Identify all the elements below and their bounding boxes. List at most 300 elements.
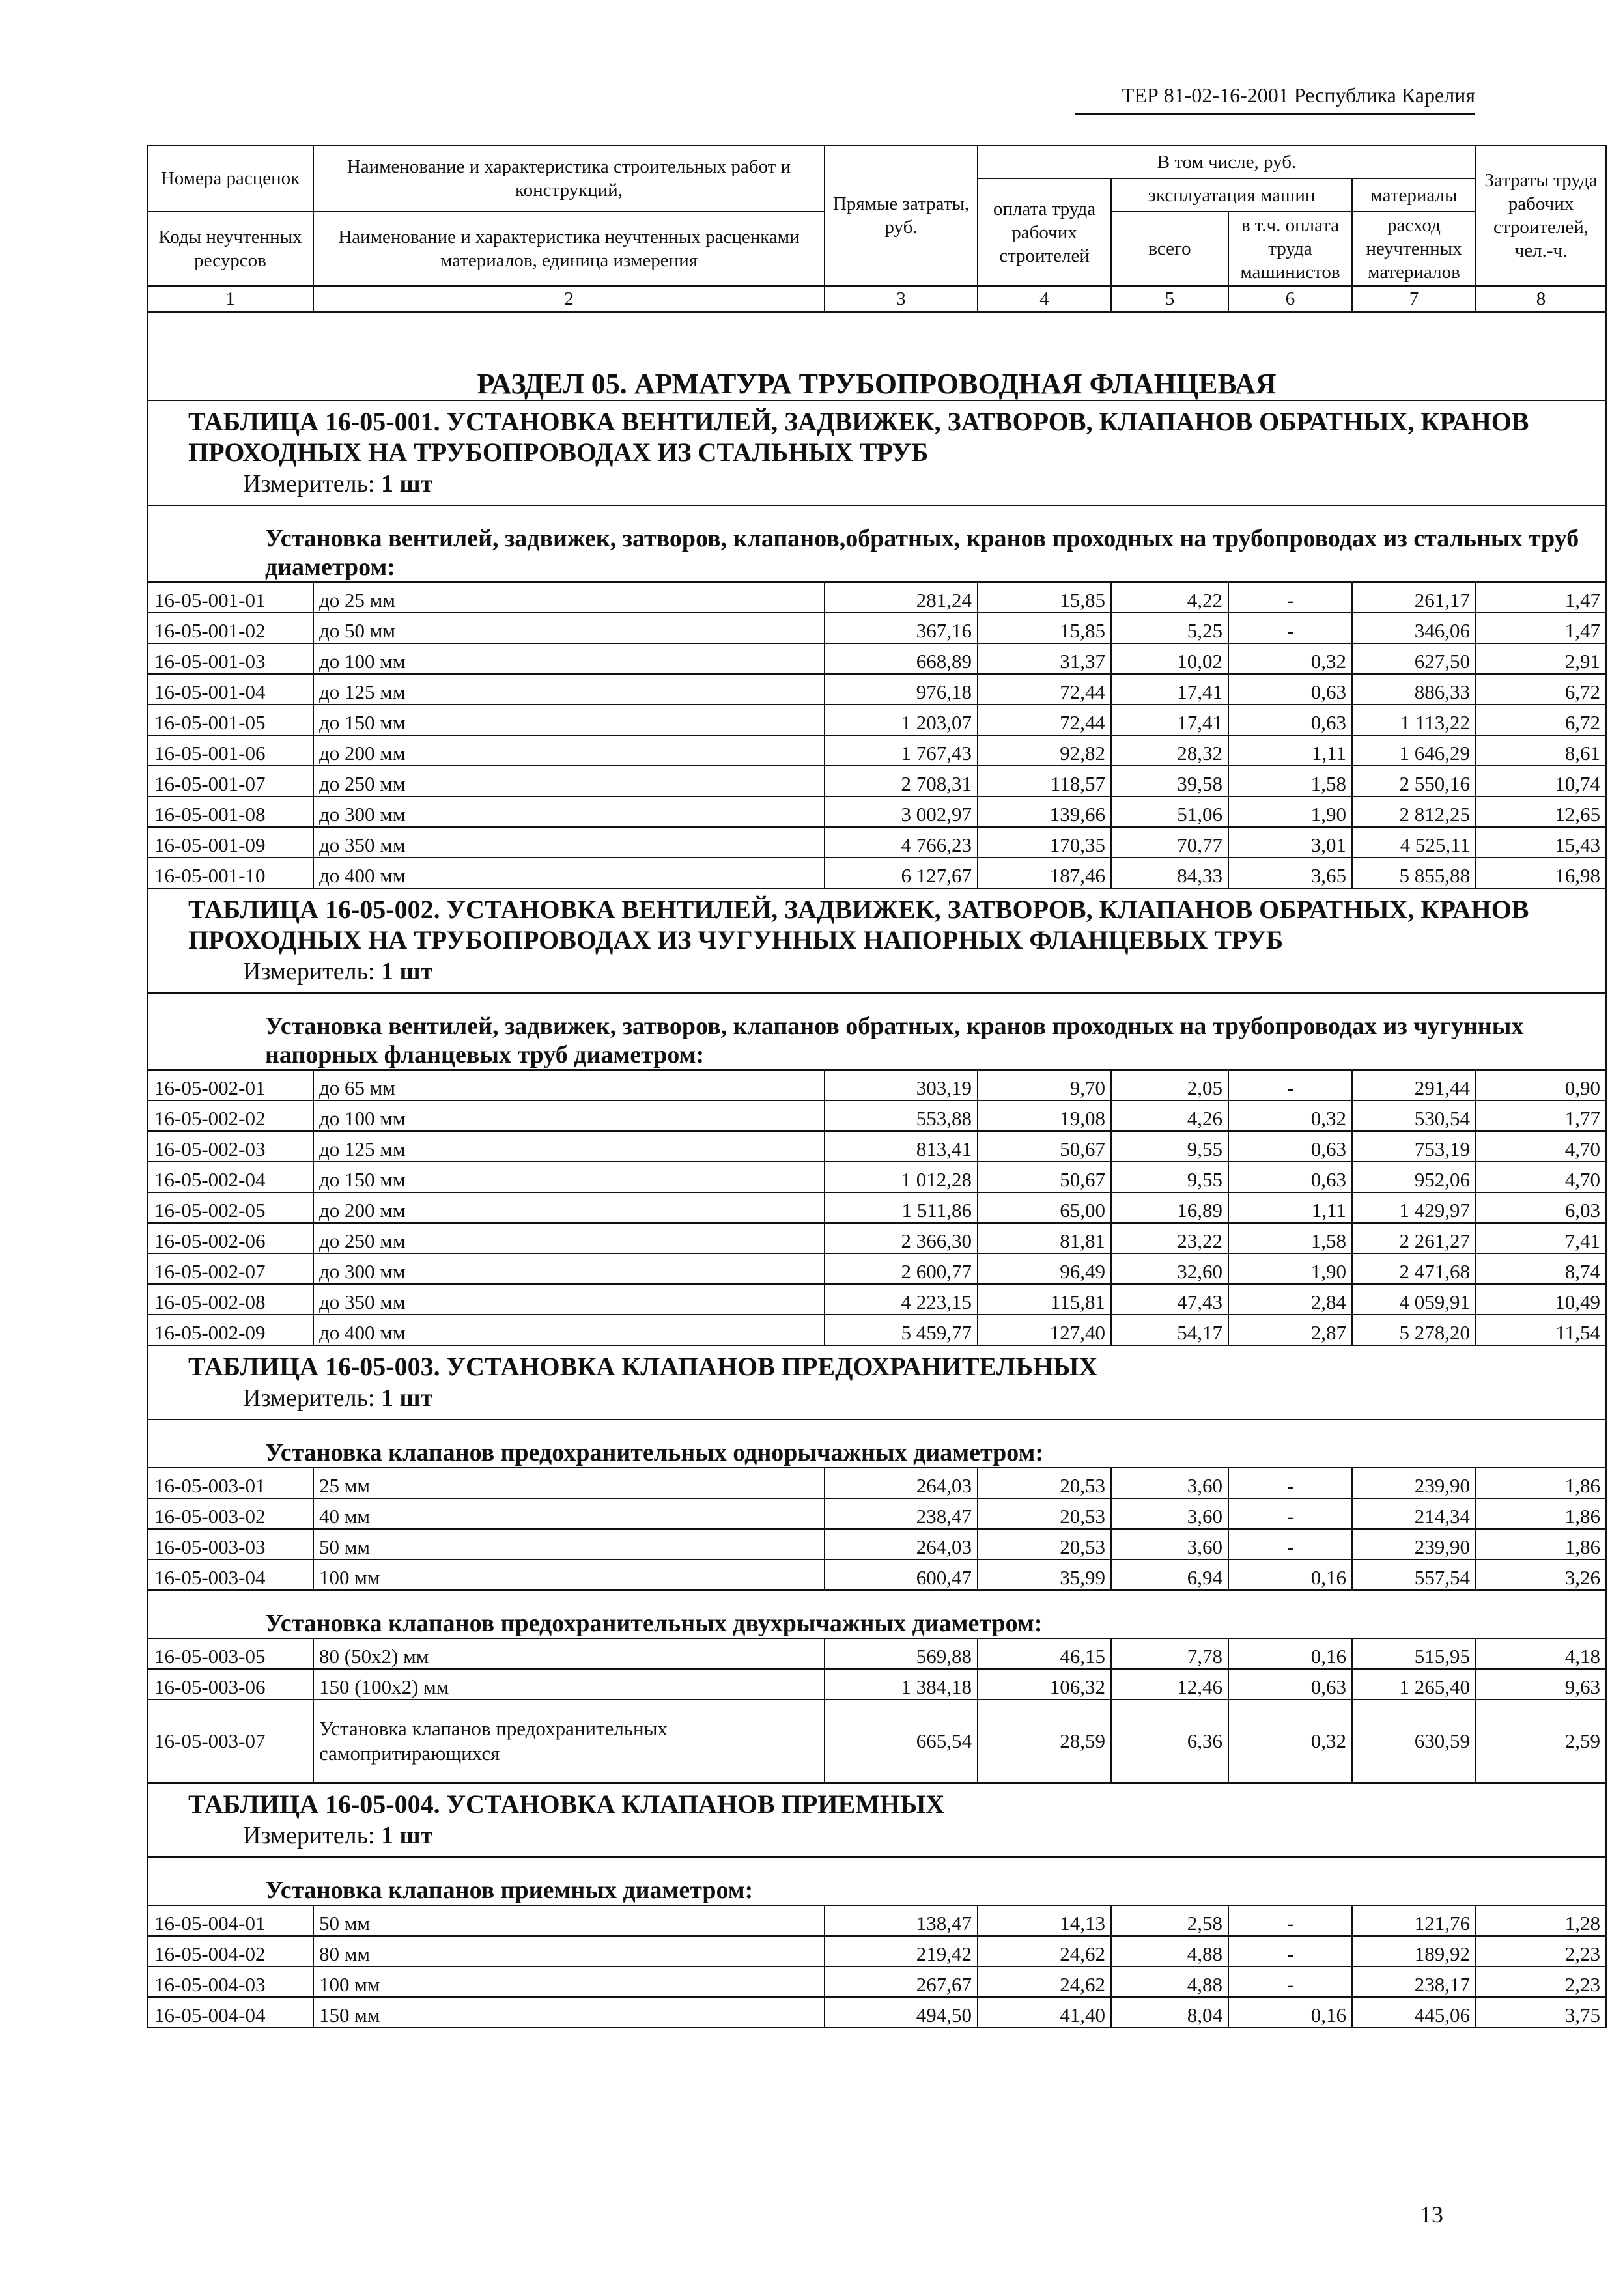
group-heading-row xyxy=(147,1420,1606,1468)
material-usage-cell: 121,76 xyxy=(1352,1905,1476,1936)
labor-costs-cell: 8,74 xyxy=(1476,1253,1606,1284)
rate-code-cell: 16-05-001-05 xyxy=(147,705,313,735)
table-row xyxy=(147,1700,1606,1783)
operator-pay-cell: 2,87 xyxy=(1228,1315,1352,1345)
machine-total-cell: 3,60 xyxy=(1111,1468,1228,1498)
table-row xyxy=(147,796,1606,827)
operator-pay-cell: 1,58 xyxy=(1228,766,1352,796)
table-title xyxy=(188,406,1599,468)
worker-pay-cell: 50,67 xyxy=(978,1162,1111,1192)
table-row xyxy=(147,1162,1606,1192)
table-title-text: УСТАНОВКА ВЕНТИЛЕЙ, ЗАДВИЖЕК, ЗАТВОРОВ, КЛАПАНОВ ОБРАТНЫХ, КРАНОВ ПРОХОДНЫХ НА ТРУБОПРОВОДАХ ИЗ ЧУГУННЫХ НАПОРНЫХ ФЛАНЦЕВЫХ ТРУБ xyxy=(188,895,1529,955)
worker-pay-cell: 24,62 xyxy=(978,1936,1111,1967)
worker-pay-cell: 19,08 xyxy=(978,1100,1111,1131)
col-worker-pay: оплата труда рабочих строителей xyxy=(978,178,1111,286)
measure-value: 1 шт xyxy=(381,958,433,985)
item-name-cell: 40 мм xyxy=(313,1498,825,1529)
material-usage-cell: 1 429,97 xyxy=(1352,1192,1476,1223)
operator-pay-cell: 0,16 xyxy=(1228,1997,1352,2028)
table-row xyxy=(147,1529,1606,1560)
worker-pay-cell: 187,46 xyxy=(978,858,1111,888)
direct-costs-cell: 1 384,18 xyxy=(825,1669,978,1700)
labor-costs-cell: 1,47 xyxy=(1476,613,1606,643)
operator-pay-cell: 3,65 xyxy=(1228,858,1352,888)
worker-pay-cell: 96,49 xyxy=(978,1253,1111,1284)
rate-code-cell: 16-05-001-06 xyxy=(147,735,313,766)
col-operator-pay: в т.ч. оплата труда машинистов xyxy=(1228,212,1352,286)
col-materials: материалы xyxy=(1352,178,1476,212)
table-title-row xyxy=(147,1783,1606,1857)
item-name-cell: 100 мм xyxy=(313,1967,825,1997)
measure-value: 1 шт xyxy=(381,1822,433,1849)
machine-total-cell: 9,55 xyxy=(1111,1131,1228,1162)
item-name-cell: 25 мм xyxy=(313,1468,825,1498)
col-material-name: Наименование и характеристика неучтенных расценками материалов, единица измерения xyxy=(313,212,825,286)
group-heading: Установка вентилей, задвижек, затворов, клапанов,обратных, кранов проходных на трубопроводах из стальных труб диаметром: xyxy=(147,505,1606,582)
col-machine-operation: эксплуатация машин xyxy=(1111,178,1352,212)
labor-costs-cell: 2,91 xyxy=(1476,643,1606,674)
machine-total-cell: 9,55 xyxy=(1111,1162,1228,1192)
machine-total-cell: 17,41 xyxy=(1111,674,1228,705)
labor-costs-cell: 7,41 xyxy=(1476,1223,1606,1253)
worker-pay-cell: 31,37 xyxy=(978,643,1111,674)
col-work-name: Наименование и характеристика строительных работ и конструкций, xyxy=(313,145,825,212)
table-title-row xyxy=(147,1345,1606,1420)
table-row xyxy=(147,1669,1606,1700)
worker-pay-cell: 65,00 xyxy=(978,1192,1111,1223)
operator-pay-cell: - xyxy=(1228,1936,1352,1967)
direct-costs-cell: 281,24 xyxy=(825,582,978,613)
operator-pay-cell: - xyxy=(1228,1529,1352,1560)
material-usage-cell: 1 113,22 xyxy=(1352,705,1476,735)
direct-costs-cell: 219,42 xyxy=(825,1936,978,1967)
table-title-key: ТАБЛИЦА 16-05-003. xyxy=(188,1352,440,1381)
material-usage-cell: 630,59 xyxy=(1352,1700,1476,1783)
worker-pay-cell: 115,81 xyxy=(978,1284,1111,1315)
operator-pay-cell: - xyxy=(1228,1070,1352,1100)
machine-total-cell: 47,43 xyxy=(1111,1284,1228,1315)
column-number: 4 xyxy=(978,286,1111,312)
item-name-cell: до 350 мм xyxy=(313,827,825,858)
rate-code-cell: 16-05-001-09 xyxy=(147,827,313,858)
item-name-cell: до 350 мм xyxy=(313,1284,825,1315)
rate-code-cell: 16-05-003-03 xyxy=(147,1529,313,1560)
item-name-cell: до 50 мм xyxy=(313,613,825,643)
worker-pay-cell: 41,40 xyxy=(978,1997,1111,2028)
item-name-cell: Установка клапанов предохранительных самопритирающихся xyxy=(313,1700,825,1783)
col-rate-numbers: Номера расценок xyxy=(147,145,313,212)
direct-costs-cell: 4 223,15 xyxy=(825,1284,978,1315)
operator-pay-cell: 0,32 xyxy=(1228,1700,1352,1783)
direct-costs-cell: 813,41 xyxy=(825,1131,978,1162)
column-number: 8 xyxy=(1476,286,1606,312)
labor-costs-cell: 16,98 xyxy=(1476,858,1606,888)
worker-pay-cell: 170,35 xyxy=(978,827,1111,858)
labor-costs-cell: 6,72 xyxy=(1476,674,1606,705)
item-name-cell: до 400 мм xyxy=(313,858,825,888)
table-row xyxy=(147,705,1606,735)
material-usage-cell: 291,44 xyxy=(1352,1070,1476,1100)
material-usage-cell: 346,06 xyxy=(1352,613,1476,643)
group-heading: Установка клапанов предохранительных двухрычажных диаметром: xyxy=(147,1590,1606,1638)
item-name-cell: до 400 мм xyxy=(313,1315,825,1345)
material-usage-cell: 189,92 xyxy=(1352,1936,1476,1967)
measure-label: Измеритель: xyxy=(243,1384,375,1412)
labor-costs-cell: 15,43 xyxy=(1476,827,1606,858)
direct-costs-cell: 138,47 xyxy=(825,1905,978,1936)
operator-pay-cell: 1,90 xyxy=(1228,1253,1352,1284)
table-title-text: УСТАНОВКА КЛАПАНОВ ПРИЕМНЫХ xyxy=(446,1789,945,1819)
material-usage-cell: 239,90 xyxy=(1352,1529,1476,1560)
operator-pay-cell: 0,63 xyxy=(1228,674,1352,705)
machine-total-cell: 39,58 xyxy=(1111,766,1228,796)
material-usage-cell: 1 265,40 xyxy=(1352,1669,1476,1700)
labor-costs-cell: 1,86 xyxy=(1476,1468,1606,1498)
operator-pay-cell: 0,63 xyxy=(1228,705,1352,735)
group-heading-row xyxy=(147,993,1606,1070)
material-usage-cell: 4 059,91 xyxy=(1352,1284,1476,1315)
table-row xyxy=(147,1131,1606,1162)
machine-total-cell: 5,25 xyxy=(1111,613,1228,643)
machine-total-cell: 3,60 xyxy=(1111,1498,1228,1529)
machine-total-cell: 54,17 xyxy=(1111,1315,1228,1345)
rate-code-cell: 16-05-002-09 xyxy=(147,1315,313,1345)
operator-pay-cell: 0,32 xyxy=(1228,643,1352,674)
table-row xyxy=(147,858,1606,888)
item-name-cell: до 250 мм xyxy=(313,1223,825,1253)
machine-total-cell: 2,05 xyxy=(1111,1070,1228,1100)
labor-costs-cell: 2,23 xyxy=(1476,1936,1606,1967)
labor-costs-cell: 1,86 xyxy=(1476,1498,1606,1529)
table-row xyxy=(147,1315,1606,1345)
item-name-cell: до 200 мм xyxy=(313,735,825,766)
table-row xyxy=(147,1253,1606,1284)
table-row xyxy=(147,1284,1606,1315)
direct-costs-cell: 2 600,77 xyxy=(825,1253,978,1284)
labor-costs-cell: 9,63 xyxy=(1476,1669,1606,1700)
material-usage-cell: 2 471,68 xyxy=(1352,1253,1476,1284)
rate-code-cell: 16-05-004-03 xyxy=(147,1967,313,1997)
operator-pay-cell: 3,01 xyxy=(1228,827,1352,858)
machine-total-cell: 16,89 xyxy=(1111,1192,1228,1223)
direct-costs-cell: 5 459,77 xyxy=(825,1315,978,1345)
col-direct-costs: Прямые затраты, руб. xyxy=(825,145,978,286)
group-heading: Установка вентилей, задвижек, затворов, клапанов обратных, кранов проходных на трубопроводах из чугунных напорных фланцевых труб диаметром: xyxy=(147,993,1606,1070)
labor-costs-cell: 8,61 xyxy=(1476,735,1606,766)
worker-pay-cell: 20,53 xyxy=(978,1529,1111,1560)
direct-costs-cell: 1 511,86 xyxy=(825,1192,978,1223)
direct-costs-cell: 3 002,97 xyxy=(825,796,978,827)
table-title-text: УСТАНОВКА КЛАПАНОВ ПРЕДОХРАНИТЕЛЬНЫХ xyxy=(446,1352,1098,1381)
operator-pay-cell: 0,63 xyxy=(1228,1669,1352,1700)
operator-pay-cell: 1,58 xyxy=(1228,1223,1352,1253)
worker-pay-cell: 81,81 xyxy=(978,1223,1111,1253)
direct-costs-cell: 553,88 xyxy=(825,1100,978,1131)
table-title xyxy=(188,1351,1599,1382)
machine-total-cell: 70,77 xyxy=(1111,827,1228,858)
machine-total-cell: 4,88 xyxy=(1111,1936,1228,1967)
table-row xyxy=(147,1468,1606,1498)
worker-pay-cell: 15,85 xyxy=(978,613,1111,643)
table-row xyxy=(147,674,1606,705)
rate-code-cell: 16-05-003-07 xyxy=(147,1700,313,1783)
material-usage-cell: 238,17 xyxy=(1352,1967,1476,1997)
item-name-cell: до 200 мм xyxy=(313,1192,825,1223)
rate-code-cell: 16-05-004-04 xyxy=(147,1997,313,2028)
column-number: 1 xyxy=(147,286,313,312)
rate-code-cell: 16-05-003-02 xyxy=(147,1498,313,1529)
section-title: РАЗДЕЛ 05. АРМАТУРА ТРУБОПРОВОДНАЯ ФЛАНЦЕВАЯ xyxy=(147,312,1606,400)
table-title-row xyxy=(147,888,1606,993)
item-name-cell: до 250 мм xyxy=(313,766,825,796)
labor-costs-cell: 1,86 xyxy=(1476,1529,1606,1560)
rate-code-cell: 16-05-002-07 xyxy=(147,1253,313,1284)
table-title xyxy=(188,1789,1599,1819)
table-row xyxy=(147,1905,1606,1936)
rate-code-cell: 16-05-001-08 xyxy=(147,796,313,827)
labor-costs-cell: 10,49 xyxy=(1476,1284,1606,1315)
direct-costs-cell: 494,50 xyxy=(825,1997,978,2028)
worker-pay-cell: 72,44 xyxy=(978,705,1111,735)
col-material-usage: расход неучтенных материалов xyxy=(1352,212,1476,286)
table-row xyxy=(147,1070,1606,1100)
rate-code-cell: 16-05-003-01 xyxy=(147,1468,313,1498)
machine-total-cell: 3,60 xyxy=(1111,1529,1228,1560)
rate-code-cell: 16-05-002-06 xyxy=(147,1223,313,1253)
rate-code-cell: 16-05-002-01 xyxy=(147,1070,313,1100)
material-usage-cell: 4 525,11 xyxy=(1352,827,1476,858)
material-usage-cell: 627,50 xyxy=(1352,643,1476,674)
material-usage-cell: 445,06 xyxy=(1352,1997,1476,2028)
labor-costs-cell: 3,75 xyxy=(1476,1997,1606,2028)
measure-value: 1 шт xyxy=(381,470,433,497)
rates-table xyxy=(147,145,1607,2028)
labor-costs-cell: 6,72 xyxy=(1476,705,1606,735)
table-row xyxy=(147,766,1606,796)
item-name-cell: 150 (100х2) мм xyxy=(313,1669,825,1700)
table-row xyxy=(147,1967,1606,1997)
column-number: 2 xyxy=(313,286,825,312)
direct-costs-cell: 2 708,31 xyxy=(825,766,978,796)
table-row xyxy=(147,1498,1606,1529)
document-code: ТЕР 81-02-16-2001 Республика Карелия xyxy=(1121,83,1475,107)
machine-total-cell: 6,36 xyxy=(1111,1700,1228,1783)
labor-costs-cell: 3,26 xyxy=(1476,1560,1606,1590)
material-usage-cell: 2 550,16 xyxy=(1352,766,1476,796)
direct-costs-cell: 264,03 xyxy=(825,1529,978,1560)
machine-total-cell: 2,58 xyxy=(1111,1905,1228,1936)
rate-code-cell: 16-05-001-07 xyxy=(147,766,313,796)
labor-costs-cell: 12,65 xyxy=(1476,796,1606,827)
material-usage-cell: 1 646,29 xyxy=(1352,735,1476,766)
table-title-text: УСТАНОВКА ВЕНТИЛЕЙ, ЗАДВИЖЕК, ЗАТВОРОВ, КЛАПАНОВ ОБРАТНЫХ, КРАНОВ ПРОХОДНЫХ НА ТРУБОПРОВОДАХ ИЗ СТАЛЬНЫХ ТРУБ xyxy=(188,407,1529,467)
item-name-cell: до 100 мм xyxy=(313,1100,825,1131)
material-usage-cell: 515,95 xyxy=(1352,1638,1476,1669)
measure-label: Измеритель: xyxy=(243,470,375,497)
labor-costs-cell: 4,70 xyxy=(1476,1162,1606,1192)
direct-costs-cell: 1 012,28 xyxy=(825,1162,978,1192)
rate-code-cell: 16-05-001-03 xyxy=(147,643,313,674)
table-title-key: ТАБЛИЦА 16-05-002. xyxy=(188,895,440,924)
col-resource-codes: Коды неучтенных ресурсов xyxy=(147,212,313,286)
table-row xyxy=(147,582,1606,613)
item-name-cell: 80 (50х2) мм xyxy=(313,1638,825,1669)
group-heading: Установка клапанов предохранительных однорычажных диаметром: xyxy=(147,1420,1606,1468)
operator-pay-cell: 0,63 xyxy=(1228,1162,1352,1192)
col-including: В том числе, руб. xyxy=(978,145,1476,178)
rate-code-cell: 16-05-002-04 xyxy=(147,1162,313,1192)
material-usage-cell: 239,90 xyxy=(1352,1468,1476,1498)
labor-costs-cell: 11,54 xyxy=(1476,1315,1606,1345)
labor-costs-cell: 6,03 xyxy=(1476,1192,1606,1223)
machine-total-cell: 8,04 xyxy=(1111,1997,1228,2028)
machine-total-cell: 28,32 xyxy=(1111,735,1228,766)
machine-total-cell: 4,22 xyxy=(1111,582,1228,613)
machine-total-cell: 23,22 xyxy=(1111,1223,1228,1253)
worker-pay-cell: 15,85 xyxy=(978,582,1111,613)
table-row xyxy=(147,827,1606,858)
table-title-row xyxy=(147,400,1606,505)
labor-costs-cell: 2,23 xyxy=(1476,1967,1606,1997)
column-number: 3 xyxy=(825,286,978,312)
machine-total-cell: 4,88 xyxy=(1111,1967,1228,1997)
worker-pay-cell: 46,15 xyxy=(978,1638,1111,1669)
operator-pay-cell: 0,32 xyxy=(1228,1100,1352,1131)
table-row xyxy=(147,1638,1606,1669)
measure-line xyxy=(188,1821,1599,1851)
operator-pay-cell: 0,16 xyxy=(1228,1638,1352,1669)
machine-total-cell: 6,94 xyxy=(1111,1560,1228,1590)
table-title-key: ТАБЛИЦА 16-05-004. xyxy=(188,1789,440,1819)
operator-pay-cell: 1,11 xyxy=(1228,735,1352,766)
item-name-cell: до 100 мм xyxy=(313,643,825,674)
rate-code-cell: 16-05-001-04 xyxy=(147,674,313,705)
item-name-cell: 50 мм xyxy=(313,1905,825,1936)
item-name-cell: 150 мм xyxy=(313,1997,825,2028)
item-name-cell: до 300 мм xyxy=(313,796,825,827)
group-heading-row xyxy=(147,1857,1606,1905)
worker-pay-cell: 14,13 xyxy=(978,1905,1111,1936)
col-labor-costs: Затраты труда рабочих строителей, чел.-ч. xyxy=(1476,145,1606,286)
measure-line xyxy=(188,957,1599,987)
worker-pay-cell: 139,66 xyxy=(978,796,1111,827)
group-heading: Установка клапанов приемных диаметром: xyxy=(147,1857,1606,1905)
rate-code-cell: 16-05-002-05 xyxy=(147,1192,313,1223)
material-usage-cell: 261,17 xyxy=(1352,582,1476,613)
worker-pay-cell: 9,70 xyxy=(978,1070,1111,1100)
machine-total-cell: 84,33 xyxy=(1111,858,1228,888)
table-body xyxy=(147,400,1606,2028)
rate-code-cell: 16-05-002-02 xyxy=(147,1100,313,1131)
machine-total-cell: 32,60 xyxy=(1111,1253,1228,1284)
worker-pay-cell: 35,99 xyxy=(978,1560,1111,1590)
direct-costs-cell: 600,47 xyxy=(825,1560,978,1590)
machine-total-cell: 51,06 xyxy=(1111,796,1228,827)
direct-costs-cell: 668,89 xyxy=(825,643,978,674)
direct-costs-cell: 2 366,30 xyxy=(825,1223,978,1253)
rate-code-cell: 16-05-003-06 xyxy=(147,1669,313,1700)
item-name-cell: до 150 мм xyxy=(313,705,825,735)
direct-costs-cell: 6 127,67 xyxy=(825,858,978,888)
worker-pay-cell: 127,40 xyxy=(978,1315,1111,1345)
table-header xyxy=(147,145,1606,400)
table-row xyxy=(147,613,1606,643)
operator-pay-cell: - xyxy=(1228,1498,1352,1529)
table-row xyxy=(147,1100,1606,1131)
machine-total-cell: 12,46 xyxy=(1111,1669,1228,1700)
direct-costs-cell: 1 203,07 xyxy=(825,705,978,735)
col-machine-total: всего xyxy=(1111,212,1228,286)
operator-pay-cell: 1,90 xyxy=(1228,796,1352,827)
table-row xyxy=(147,1223,1606,1253)
table-row xyxy=(147,1192,1606,1223)
table-row xyxy=(147,1560,1606,1590)
material-usage-cell: 557,54 xyxy=(1352,1560,1476,1590)
worker-pay-cell: 50,67 xyxy=(978,1131,1111,1162)
measure-label: Измеритель: xyxy=(243,958,375,985)
operator-pay-cell: - xyxy=(1228,582,1352,613)
rate-code-cell: 16-05-003-04 xyxy=(147,1560,313,1590)
direct-costs-cell: 1 767,43 xyxy=(825,735,978,766)
operator-pay-cell: 1,11 xyxy=(1228,1192,1352,1223)
rate-code-cell: 16-05-004-02 xyxy=(147,1936,313,1967)
labor-costs-cell: 4,70 xyxy=(1476,1131,1606,1162)
worker-pay-cell: 72,44 xyxy=(978,674,1111,705)
machine-total-cell: 4,26 xyxy=(1111,1100,1228,1131)
rate-code-cell: 16-05-001-01 xyxy=(147,582,313,613)
labor-costs-cell: 0,90 xyxy=(1476,1070,1606,1100)
material-usage-cell: 530,54 xyxy=(1352,1100,1476,1131)
labor-costs-cell: 1,77 xyxy=(1476,1100,1606,1131)
table-row xyxy=(147,643,1606,674)
measure-line xyxy=(188,469,1599,499)
labor-costs-cell: 4,18 xyxy=(1476,1638,1606,1669)
table-row xyxy=(147,1997,1606,2028)
table-title xyxy=(188,894,1599,955)
operator-pay-cell: - xyxy=(1228,1967,1352,1997)
direct-costs-cell: 303,19 xyxy=(825,1070,978,1100)
rate-code-cell: 16-05-001-02 xyxy=(147,613,313,643)
material-usage-cell: 2 261,27 xyxy=(1352,1223,1476,1253)
worker-pay-cell: 106,32 xyxy=(978,1669,1111,1700)
group-heading-row xyxy=(147,505,1606,582)
rate-code-cell: 16-05-004-01 xyxy=(147,1905,313,1936)
worker-pay-cell: 92,82 xyxy=(978,735,1111,766)
material-usage-cell: 214,34 xyxy=(1352,1498,1476,1529)
operator-pay-cell: 0,16 xyxy=(1228,1560,1352,1590)
labor-costs-cell: 1,47 xyxy=(1476,582,1606,613)
rate-code-cell: 16-05-003-05 xyxy=(147,1638,313,1669)
operator-pay-cell: 2,84 xyxy=(1228,1284,1352,1315)
item-name-cell: 100 мм xyxy=(313,1560,825,1590)
item-name-cell: 80 мм xyxy=(313,1936,825,1967)
material-usage-cell: 753,19 xyxy=(1352,1131,1476,1162)
direct-costs-cell: 976,18 xyxy=(825,674,978,705)
operator-pay-cell: 0,63 xyxy=(1228,1131,1352,1162)
item-name-cell: 50 мм xyxy=(313,1529,825,1560)
table-row xyxy=(147,1936,1606,1967)
rate-code-cell: 16-05-002-03 xyxy=(147,1131,313,1162)
direct-costs-cell: 665,54 xyxy=(825,1700,978,1783)
labor-costs-cell: 10,74 xyxy=(1476,766,1606,796)
labor-costs-cell: 2,59 xyxy=(1476,1700,1606,1783)
item-name-cell: до 125 мм xyxy=(313,674,825,705)
measure-label: Измеритель: xyxy=(243,1822,375,1849)
direct-costs-cell: 4 766,23 xyxy=(825,827,978,858)
machine-total-cell: 7,78 xyxy=(1111,1638,1228,1669)
machine-total-cell: 17,41 xyxy=(1111,705,1228,735)
direct-costs-cell: 367,16 xyxy=(825,613,978,643)
